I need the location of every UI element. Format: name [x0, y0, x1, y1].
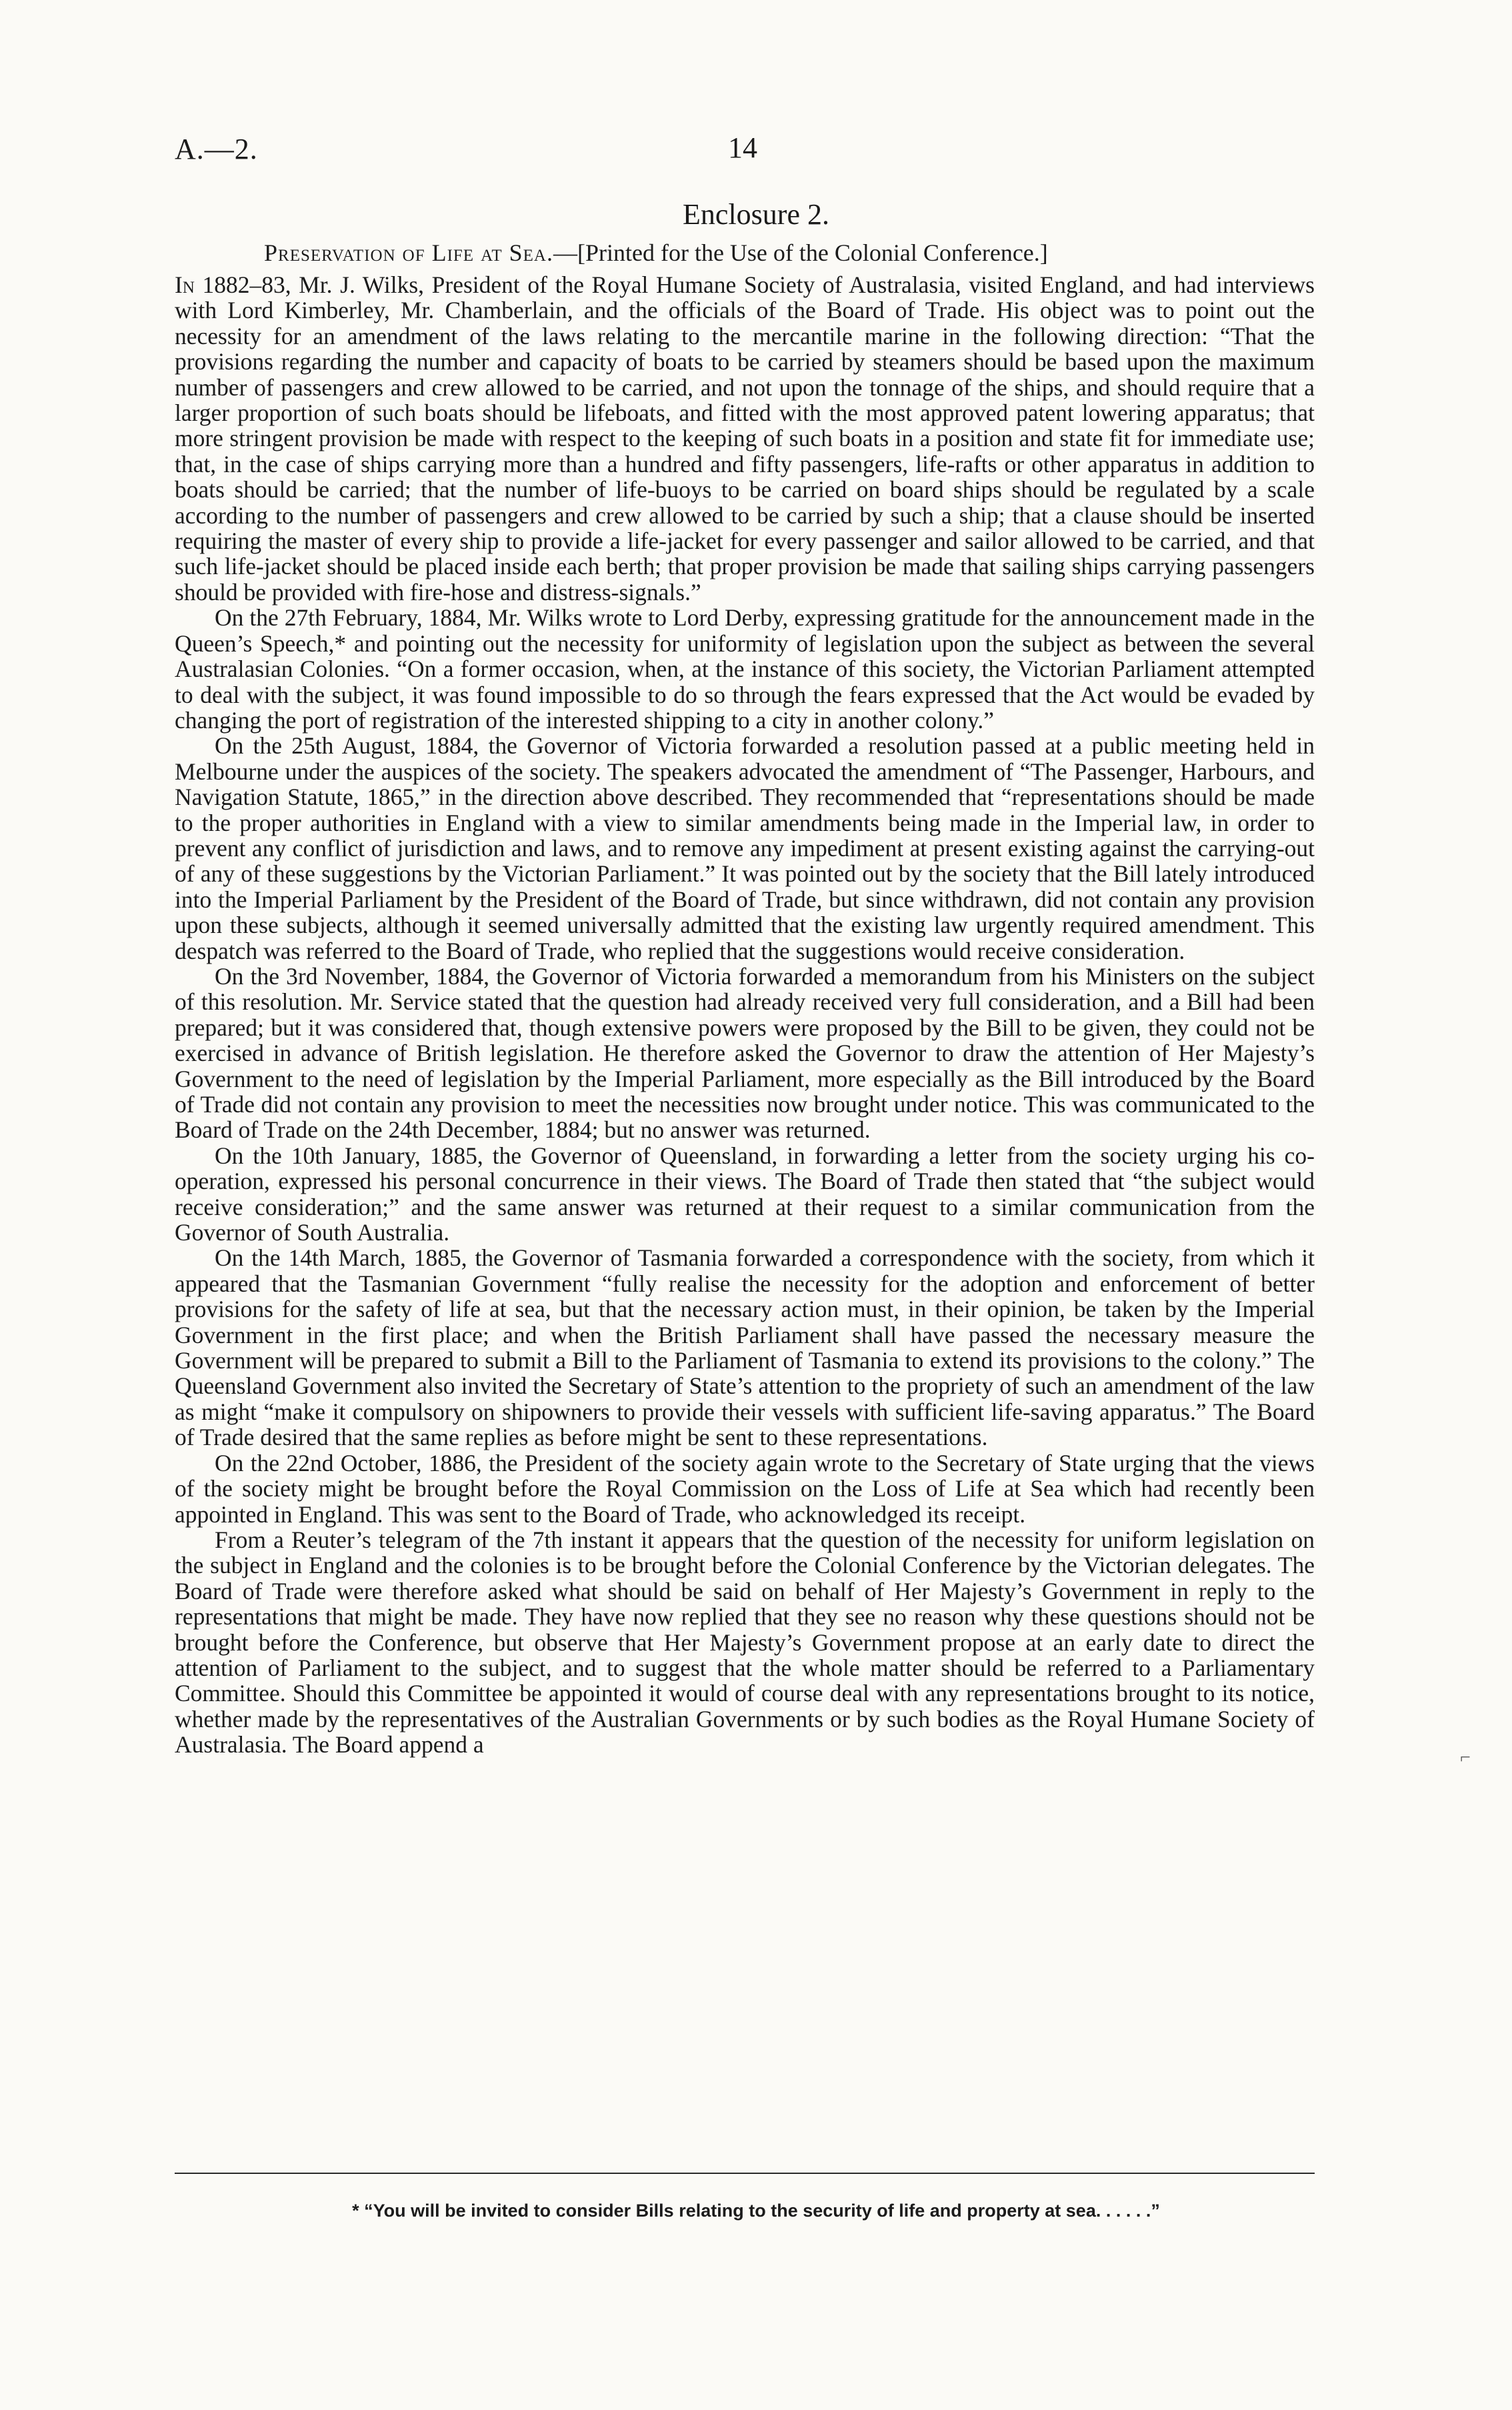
footnote: * “You will be invited to consider Bills relating to the security of life and property at sea. . . . . .”	[352, 2201, 1160, 2221]
paragraph: On the 25th August, 1884, the Governor of Victoria forwarded a resolution passed at a public meeting held in Melbourne under the auspices of the society. The speakers advocated the amendment of “The Passenger, Harbours, and Navigation Statute, 1865,” in the direction above described. They recommended that “representations should be made to the proper authorities in England with a view to similar amendments being made in the Imperial law, in order to prevent any conflict of jurisdiction and laws, and to remove any impediment at present existing against the carrying-out of any of these suggestions by the Victorian Parliament.” It was pointed out by the society that the Bill lately introduced into the Imperial Parliament by the President of the Board of Trade, but since withdrawn, did not contain any provision upon these subjects, although it seemed universally admitted that the existing law urgently required amendment. This despatch was referred to the Board of Trade, who replied that the suggestions would receive consideration.	[175, 732, 1315, 964]
page-number: 14	[728, 131, 757, 164]
paragraph-text: 1882–83, Mr. J. Wilks, President of the Royal Humane Society of Australasia, visited England, and had interviews with Lord Kimberley, Mr. Chamberlain, and the officials of the Board of Trade. His object was to point out the necessity for an amendment of the laws relating to the mercantile marine in the following direction: “That the provisions regarding the number and capacity of boats to be carried by steamers should be based upon the maximum number of passengers and crew allowed to be carried, and not upon the tonnage of the ships, and should require that a larger proportion of such boats should be lifeboats, and fitted with the most approved patent lowering apparatus; that more stringent provision be made with respect to the keeping of such boats in a position and state fit for immediate use; that, in the case of ships carrying more than a hundred and fifty passengers, life-rafts or other apparatus in addition to boats should be carried; that the number of life-buoys to be carried on board ships should be regulated by a scale according to the number of passengers and crew allowed to be carried by such a ship; that a clause should be inserted requiring the master of every ship to provide a life-jacket for every passenger and sailor allowed to be carried, and that such life-jacket should be placed inside each berth; that proper provision be made that sailing ships carrying passengers should be provided with fire-hose and distress-signals.”	[175, 271, 1315, 606]
paragraph: From a Reuter’s telegram of the 7th instant it appears that the question of the necessity for uniform legislation on the subject in England and the colonies is to be brought before the Colonial Conference by the Victorian delegates. The Board of Trade were therefore asked what should be said on behalf of Her Majesty’s Government in reply to the representations that might be made. They have now replied that they see no reason why these questions should not be brought before the Conference, but observe that Her Majesty’s Government propose at an early date to direct the attention of Parliament to the subject, and to suggest that the whole matter should be referred to a Parliamentary Committee. Should this Committee be appointed it would of course deal with any representations brought to its notice, whether made by the representatives of the Australian Governments or by such bodies as the Royal Humane Society of Australasia. The Board append a	[175, 1526, 1315, 1758]
document-reference: A.—2.	[175, 133, 258, 165]
section-subtitle	[264, 239, 1317, 267]
footnote-divider	[175, 2173, 1315, 2174]
paragraph: On the 14th March, 1885, the Governor of Tasmania forwarded a correspondence with the society, from which it appeared that the Tasmanian Government “fully realise the necessity for the adoption and enforcement of better provisions for the safety of life at sea, but that the necessary action must, in their opinion, be taken by the Imperial Government in the first place; and when the British Parliament shall have passed the necessary measure the Government will be prepared to submit a Bill to the Parliament of Tasmania to extend its provisions to the colony.” The Queensland Government also invited the Secretary of State’s attention to the propriety of such an amendment of the law as might “make it compulsory on shipowners to provide their vessels with sufficient life-saving apparatus.” The Board of Trade desired that the same replies as before might be sent to these representations.	[175, 1244, 1315, 1451]
paragraph: On the 3rd November, 1884, the Governor of Victoria forwarded a memorandum from his Ministers on the subject of this resolution. Mr. Service stated that the question had already received very full consideration, and a Bill had been prepared; but it was considered that, though extensive powers were proposed by the Bill to be given, they could not be exercised in advance of British legislation. He therefore asked the Governor to draw the attention of Her Majesty’s Government to the need of legislation by the Imperial Parliament, more especially as the Bill introduced by the Board of Trade did not contain any provision to meet the necessities now brought under notice. This was communicated to the Board of Trade on the 24th December, 1884; but no answer was returned.	[175, 962, 1315, 1144]
paragraph: On the 10th January, 1885, the Governor of Queensland, in forwarding a letter from the society urging his co-operation, expressed his personal concurrence in their views. The Board of Trade then stated that “the subject would receive consideration;” and the same answer was returned at their request to a similar communication from the Governor of South Australia.	[175, 1142, 1315, 1246]
paragraph: On the 22nd October, 1886, the President of the society again wrote to the Secretary of State urging that the views of the society might be brought before the Royal Commission on the Loss of Life at Sea which had recently been appointed in England. This was sent to the Board of Trade, who acknowledged its receipt.	[175, 1449, 1315, 1528]
paragraph-lead: In	[175, 271, 195, 298]
subtitle-rest: —[Printed for the Use of the Colonial Conference.]	[553, 239, 1048, 266]
paragraph: On the 27th February, 1884, Mr. Wilks wrote to Lord Derby, expressing gratitude for the announcement made in the Queen’s Speech,* and pointing out the necessity for uniformity of legislation upon the subject as between the several Australasian Colonies. “On a former occasion, when, at the instance of this society, the Victorian Parliament attempted to deal with the subject, it was found impossible to do so through the fears expressed that the Act would be evaded by changing the port of registration of the interested shipping to a city in another colony.”	[175, 604, 1315, 734]
margin-mark: ⌐	[1460, 1747, 1471, 1768]
enclosure-title: Enclosure 2.	[683, 198, 829, 231]
subtitle-caps: Preservation of Life at Sea.	[264, 239, 553, 266]
body-text	[175, 272, 1315, 1758]
paragraph	[175, 272, 1315, 605]
